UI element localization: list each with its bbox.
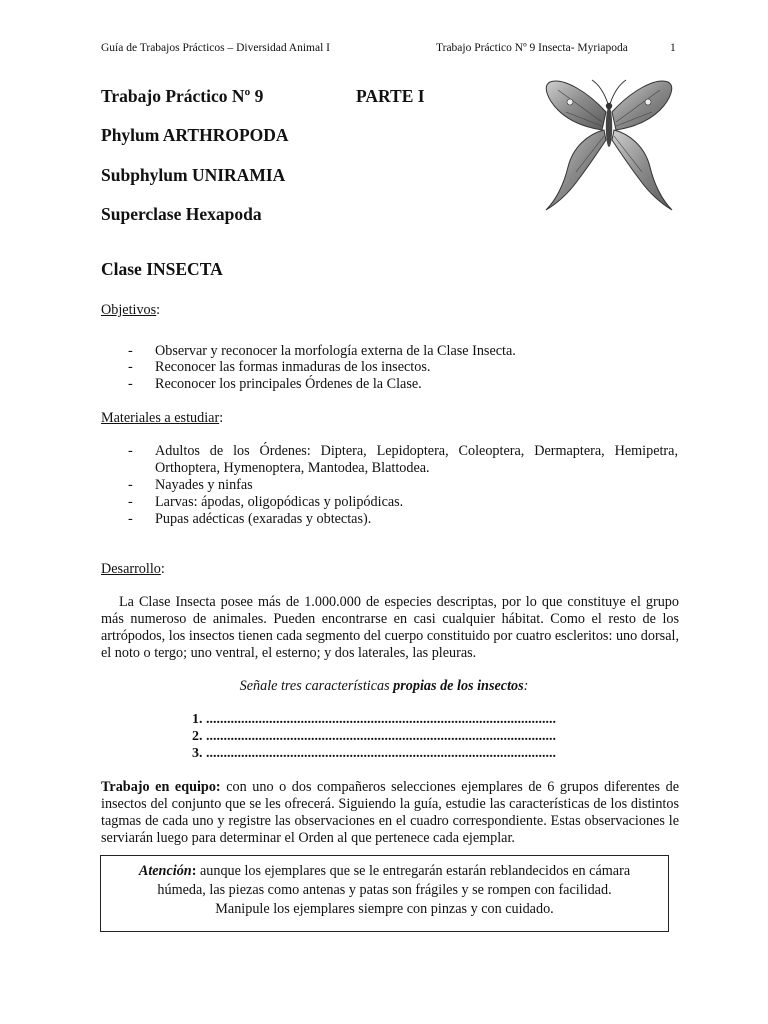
objective-item: Reconocer las formas inmaduras de los insectos.	[155, 359, 431, 375]
materials-heading: Materiales a estudiar:	[101, 410, 224, 426]
subphylum-title: Subphylum UNIRAMIA	[101, 165, 286, 185]
development-paragraph: La Clase Insecta posee más de 1.000.000 de especies descriptas, por lo que constituye el grupo más numeroso de animales. Pueden encontrarse en casi cualquier hábitat. Como el resto de los artrópodos, los insectos tienen cada segmento del cuerpo constituido por cuatro escleritos: uno dorsal, el noto o tergo; uno ventral, el esterno; y dos laterales, las pleuras.	[101, 594, 679, 661]
teamwork-paragraph	[101, 779, 679, 847]
notice-line-1	[101, 862, 668, 881]
bullet-dash: -	[128, 343, 133, 359]
header-left: Guía de Trabajos Prácticos – Diversidad Animal I	[101, 42, 331, 54]
practical-title: Trabajo Práctico Nº 9	[101, 86, 264, 106]
phylum-title: Phylum ARTHROPODA	[101, 125, 289, 145]
bullet-dash: -	[128, 494, 133, 510]
bullet-dash: -	[128, 443, 133, 459]
prompt-colon: :	[523, 678, 529, 694]
butterfly-icon	[528, 72, 688, 217]
development-heading: Desarrollo:	[101, 561, 165, 577]
objective-item: Reconocer los principales Órdenes de la Clase.	[155, 376, 422, 392]
material-item: Nayades y ninfas	[155, 477, 253, 493]
notice-line-1-text: aunque los ejemplares que se le entregarán estarán reblandecidos en cámara	[196, 863, 631, 879]
answer-blank-2[interactable]: 2. ....................................................................................................	[192, 729, 556, 744]
objectives-heading-text: Objetivos	[101, 302, 157, 318]
answer-blank-3[interactable]: 3. ....................................................................................................	[192, 746, 556, 761]
bullet-dash: -	[128, 376, 133, 392]
objectives-heading: Objetivos:	[101, 302, 161, 318]
notice-box	[100, 855, 669, 932]
bullet-dash: -	[128, 359, 133, 375]
notice-line-3: Manipule los ejemplares siempre con pinzas y con cuidado.	[215, 901, 554, 917]
notice-colon: :	[191, 863, 197, 879]
header-right: Trabajo Práctico Nº 9 Insecta- Myriapoda	[436, 42, 628, 54]
teamwork-text: con uno o dos compañeros selecciones ejemplares de 6 grupos diferentes de insectos del conjunto que se les ofrecerá. Siguiendo la guía, estudie las características de los distintos tagmas de cada uno y registre las observaciones en el cuadro correspondiente. Estas observaciones le serviarán luego para determinar el Orden al que pertenece cada ejemplar.	[101, 779, 679, 846]
material-item: Larvas: ápodas, oligopódicas y polipódicas.	[155, 494, 404, 510]
part-title: PARTE I	[356, 86, 425, 106]
superclass-title: Superclase Hexapoda	[101, 204, 262, 224]
prompt-bold: propias de los insectos	[393, 678, 524, 694]
class-title: Clase INSECTA	[101, 259, 223, 279]
objective-item: Observar y reconocer la morfología externa de la Clase Insecta.	[155, 343, 516, 359]
development-heading-text: Desarrollo	[101, 561, 161, 577]
materials-heading-text: Materiales a estudiar	[101, 410, 220, 426]
answer-blank-1[interactable]: 1. ....................................................................................................	[192, 712, 556, 727]
instruction-prompt	[0, 678, 768, 695]
material-item: Adultos de los Órdenes: Diptera, Lepidoptera, Coleoptera, Dermaptera, Hemipetra, Orthoptera, Hymenoptera, Mantodea, Blattodea.	[155, 443, 678, 476]
page-number: 1	[670, 42, 676, 54]
bullet-dash: -	[128, 511, 133, 527]
teamwork-label: Trabajo en equipo:	[101, 779, 221, 795]
prompt-italic: Señale tres características	[239, 678, 394, 694]
bullet-dash: -	[128, 477, 133, 493]
material-item: Pupas adécticas (exaradas y obtectas).	[155, 511, 372, 527]
notice-label: Atención	[138, 863, 192, 879]
notice-line-2: húmeda, las piezas como antenas y patas son frágiles y se rompen con facilidad.	[157, 882, 612, 898]
